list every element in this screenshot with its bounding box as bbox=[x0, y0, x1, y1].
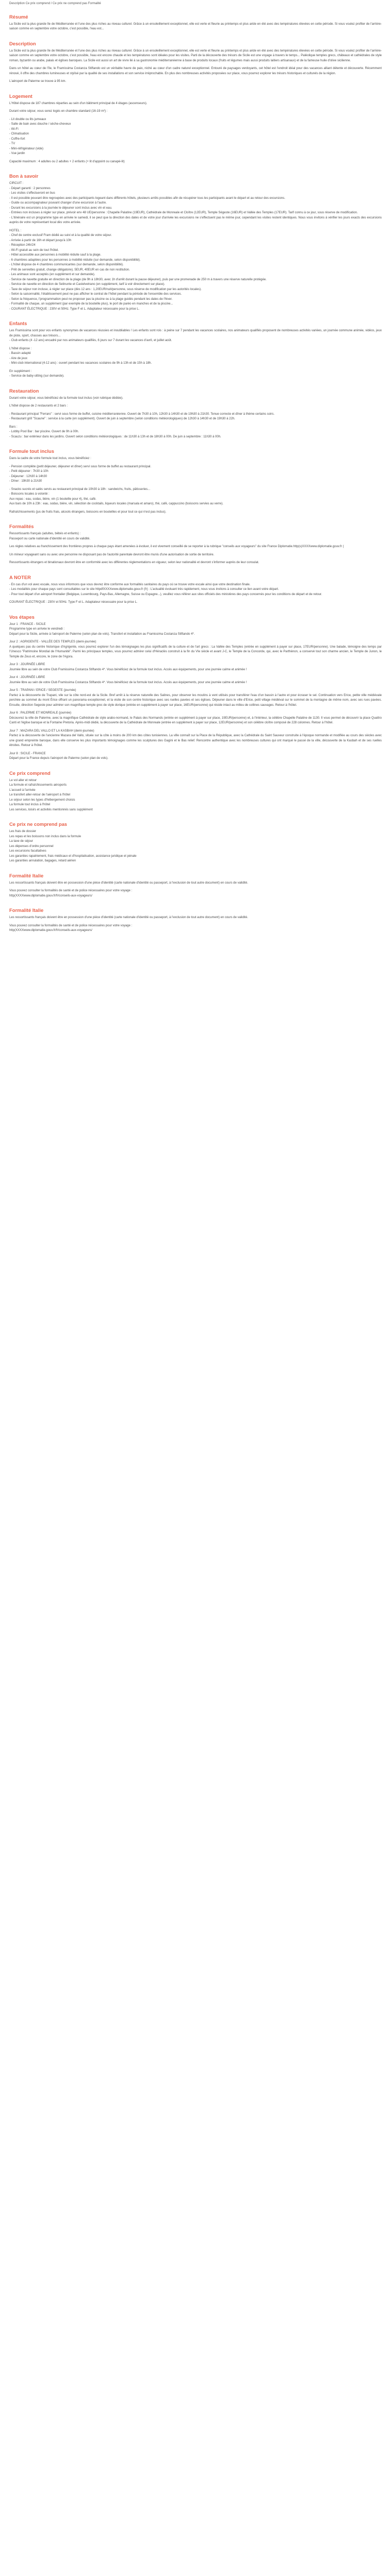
section-paragraph bbox=[9, 425, 382, 440]
text-line: L'aéroport de Palerme se trouve à 95 km. bbox=[9, 80, 67, 83]
text-line: - Coffre-fort bbox=[9, 137, 25, 141]
text-line: - Déjeuner : 12h30 à 14h30 bbox=[9, 474, 47, 478]
text-line: Les frais de dossier bbox=[9, 830, 37, 833]
text-line: Durant votre séjour, vous bénéficiez de la formule tout inclus (voir rubrique dédiée). bbox=[9, 396, 123, 400]
text-line: Partez à la découverte de Trapani, vile sur la côte nord-est de la Sicile. Bref arrêt à la réserve naturelle des Salines, pour observer les moulins à vent utilisés pour transférer l'eau d'un bassin à l'autre et pour écraser le sel. Continuation vers Erice, petite ville médiévale perchée au sommet du mont Érice offrant un panorama exceptionnel, et la visite de son centre historique avec ses ruelles pavées et ses églises. Déjeuner dans le ville d'Erice, petit village médiéval sur le sommet de la montagne de même nom, avec ses rues pavées. Ensuite, direction Segeste pour admirer son magnifique temple grec de style dorique (entrée en supplément à payer sur place, 16EUR/personne) qui réside intact au milieu de collines sauvages. Retour à l'hôtel. bbox=[9, 693, 382, 707]
text-line: - Mini-réfrigérateur (vide) bbox=[9, 147, 44, 150]
section-paragraph bbox=[9, 347, 382, 366]
text-line: Le vol aller et retour bbox=[9, 778, 37, 782]
sections-container bbox=[9, 14, 382, 934]
text-line: - Service de navette gratuite en direction de la plage (de 9h à 18h30, avec 1h d'arrêt durant la pause déjeuner), puis par une promenade de 250 m à travers une réserve naturelle protégée. bbox=[9, 278, 267, 281]
text-line: - TV bbox=[9, 142, 15, 145]
text-line: Vous pouvez consulter la formalités de santé et de police nécessaires pour votre voyage : bbox=[9, 924, 133, 927]
section-paragraph bbox=[9, 160, 382, 165]
text-line: L'Hôtel dispose de 187 chambres réparties au sein d'un bâtiment principal de 4 étages (ascenseurs). bbox=[9, 101, 148, 105]
text-line: Dans la cadre de votre formule tout inclus, vous bénéficiez : bbox=[9, 457, 91, 460]
text-line: La Sicile est la plus grande île de Méditerranée et l'une des plus riches au niveau culturel. Grâce à un ensoleillement exceptionnel, elle est verte et fleurie au printemps et plus aride en été avec des températures élevées en cette période. Si vous voulez profiter de l'arrière-saison comme en septembre votre octobre, c'est possible, l'eau est encore chaude et les températures sont idéales pour les visites. Parti de la découverte des trésors de Sicile est une voyage à travers le temps... Paléolique temples grecs, châteaux et cathédrales de style roman, byzantin ou arabe, palais et églises baroques. La Sicile est aussi un art de vivre lié à sa gastronomie méditerranéenne à base de produits locaux (fruits et légumes mais aussi produits laitiers artisanaux) et de la fameuse huile d'olive sicilienne. bbox=[9, 49, 382, 62]
text-line: - Wi-Fi bbox=[9, 127, 19, 131]
text-line: - Service de navette en direction de Selinunte et Castelvetrano (en supplément, tarif à voir directement sur place). bbox=[9, 283, 165, 286]
text-line: Jour 3 : JOURNÉE LIBRE bbox=[9, 663, 45, 666]
text-line: CIRCUIT : bbox=[9, 182, 24, 185]
text-line: - Restaurant principal "Ferraro" : servi sous forme de buffet, cuisine méditerranéenne. Ouvert de 7h30 à 10h, 12h30 à 14h30 et de 19h30 à 21h30. Tenue correcte et dîner à thème certains soirs. bbox=[9, 412, 275, 416]
text-line: - Les visites s'effectueront en bus bbox=[9, 192, 55, 195]
text-line: Un mineur voyageant sans ou avec une personne ne disposant pas de l'autorité parentale devront être munis d'une autorisation de sortie de territoire. bbox=[9, 553, 215, 556]
text-line: A quelques pas du centre historique d'Agrigente, vous pourrez explorer l'un des témoignages les plus significatifs de la culture et de l'art grecs : La Vallée des Temples (entrée en supplément à payer sur place, 17EUR/personne). Une balade, témoigne des temps par l'Unesco "Patrimoine Mondial de l'Humanité". Parmi les principaux temples, vous pourrez admirer celui d'Héraclès construit à la fin du VIe siècle et avant J-C, le Temple de la Concorde, qui, avec le Parthénon, a conservé tout son charme ancien, le Temple de Junon, le Temple de Zeus et, encore, le zone de l'Agora. bbox=[9, 645, 382, 658]
text-line: - Les animaux sont acceptés (en supplément et sur demande). bbox=[9, 273, 95, 276]
section-paragraph bbox=[9, 456, 382, 462]
section-paragraph bbox=[9, 532, 382, 541]
offer-page bbox=[0, 2, 391, 944]
section-paragraph bbox=[9, 553, 382, 558]
text-line: - Vue jardin bbox=[9, 152, 25, 155]
text-line: - Service de baby-sitting (sur demande). bbox=[9, 375, 64, 378]
section-paragraph bbox=[9, 881, 382, 886]
section-paragraph bbox=[9, 752, 382, 761]
text-line: Capacité maximum : 4 adultes ou 2 adultes + 2 enfants (+ lit d'appoint ou canapé-lit) bbox=[9, 160, 125, 163]
section-title-formalite-italie: Formalité Italie bbox=[9, 907, 44, 913]
section-title-enfants: Enfants bbox=[9, 320, 27, 326]
section-paragraph bbox=[9, 729, 382, 749]
text-line: COURANT ÉLECTRIQUE : 230V et 50Hz. Type F et L. Adaptateur nécessaire pour la prise L. bbox=[9, 601, 138, 604]
text-line: Journée libre au sein de votre Club Framissima Costanza Stiftando 4*. Vous bénéficiez de la formule tout inclus. Accès aux équipements, pour une journée calme et animée ! bbox=[9, 681, 247, 684]
text-line: Jour 5 : TRAPANI / ERICE / SEGESTE (journée) bbox=[9, 689, 76, 692]
text-line: - Wi-Fi gratuit au sein de tout l'hôtel. bbox=[9, 248, 59, 252]
text-line: - Entrées non incluses à régler sur place, prévoir env 48 UE/personne : Chapelle Palatine (19EUR), Cathédrale de Monreale et Cloître (12EUR), Temple Ségeste (16EUR) et Vallée des Temples (17EUR). Tarif connu à ce jour, sous réserve de modification. bbox=[9, 211, 358, 214]
text-line: - Hôtel accessible aux personnes à mobilité réduite sauf à la plage. bbox=[9, 253, 102, 257]
section-paragraph bbox=[9, 369, 382, 379]
text-line: Ressortissants étrangers et binationaux devront être en conformité avec les différentes réglementations en vigueur, selon leur nationalité et devront s'informer auprès de leur consulat. bbox=[9, 561, 259, 564]
text-line: - Taxe de séjour non incluse, à régler sur place (dès 12 ans : 1,20EUR/nuit/personne, sous réserve de modification par les autorités locales). bbox=[9, 287, 202, 291]
section-paragraph bbox=[9, 778, 382, 813]
text-line: Dans un hôtel au cœur de l'île, le Framissima Costanza Stiftando est un véritable havre de paix, niché au cœur d'un cadre naturel exceptionnel. Entouré de paysages verdoyants, cet hôtel est l'endroit idéal pour des vacances alliant détente et découverte. Récemment rénové, il offre des chambres lumineuses et stylisé par la qualité de ses installations et son service irréprochable. En plus des nombreuses activités proposées sur place, vous pourrez explorer les trésors historiques et culturels de la région. bbox=[9, 67, 382, 75]
text-line: Jour 1 : FRANCE - SICILE bbox=[9, 622, 46, 626]
text-line: - Club enfants (4 -12 ans) encadré par nos animateurs qualifiés, 6 jours sur 7 durant les vacances d'avril, et juillet août. bbox=[9, 339, 172, 342]
section-paragraph bbox=[9, 622, 382, 637]
section-paragraph bbox=[9, 109, 382, 114]
section-paragraph bbox=[9, 404, 382, 409]
text-line: - Salle de bain avec douche / sèche-cheveux bbox=[9, 123, 71, 126]
text-line: - Prêt de serviettes gratuit, change obligatoire). 5EUR, 40EUR en cas de non restitution. bbox=[9, 268, 130, 272]
section-title-ce-prix-comprend: Ce prix comprend bbox=[9, 770, 51, 776]
section-paragraph bbox=[9, 829, 382, 864]
text-line: Découvrez la ville de Palerme, avec la magnifique Cathédrale de style arabo-normand, le Palais des Normands (entrée en supplément à payer sur place, 19EUR/personne) et, à l'intérieur, la célèbre Chapelle Palatine de 1130. Il vous permet de découvrir la place Quattro Canti et l'église baroque et la Fontaine Pretoria. Après-midi dédié, la découverte de la Cathédrale de Monreale (entrée en supplément à payer sur place, 12EUR/personne) et son célèbre cloître composé de 228 colonnes. Retour à l'hôtel. bbox=[9, 716, 382, 724]
section-paragraph bbox=[9, 916, 382, 921]
text-line: Partez à la découverte de l'ancienne Mazara del Vallo, située sur la côte à moins de 200 km des côtes tunisiennes. La ville connaît sur la Place de la République, avec la Cathédrale du Saint Sauveur construite à l'époque normande et modifiée au cours des siècles avec une grand empreinte baroque, dans elle conserve les plus importants témoignages comme les sculptures des Gagini et le Bas relief. Rencontre authentique avec les nombreuses cultures qui ont marqué le passé de la ville, découverte de la Kasbah et de ses ruelles étroites. Retour à l'hôtel. bbox=[9, 734, 382, 747]
section-title-ce-prix-ne-comprend-pas: Ce prix ne comprend pas bbox=[9, 821, 68, 827]
section-paragraph bbox=[9, 412, 382, 422]
section-title-formalite-italie: Formalité Italie bbox=[9, 872, 44, 878]
text-line: Jour 8 : SICILE - FRANCE bbox=[9, 752, 46, 755]
section-paragraph bbox=[9, 229, 382, 312]
section-paragraph bbox=[9, 117, 382, 157]
section-title-formalites: Formalités bbox=[9, 523, 34, 529]
text-line: La formule tout inclus à l'hôtel bbox=[9, 803, 51, 806]
text-line: - Scauzu : bar extérieur dans les jardins. Ouvert selon conditions météorologiques : de 11h30 à 13h et de 18h30 à 00h. De juin à septembre : 11h30 à 00h. bbox=[9, 435, 221, 438]
text-line: - Il est possible pouvant être regroupées avec des participants logeant dans différents hôtels, plusieurs arrêts possibles afin de récupérer tous les participants avant le départ et au retour des excursions. bbox=[9, 196, 285, 200]
text-line: - Climatisation bbox=[9, 132, 29, 135]
text-line: Les Framissima sont pour vos enfants synonymes de vacances réussies et inoubliables ! Les enfants sont rois : à peine sur 7 pendant les vacances scolaires, nos animateurs qualifiés proposent de nombreuses activités variées, un journée commune animée, vidéos, jeux de piste, sport, chasses aux trésors... bbox=[9, 329, 382, 337]
section-paragraph bbox=[9, 329, 382, 344]
section-title-logement: Logement bbox=[9, 93, 32, 99]
text-line: Aux repas : eau, sodas, bière, vin (1 bouteille pour 4), thé, café. bbox=[9, 497, 96, 501]
text-line: Jour 2 : AGRIGENTE - VALLÉE DES TEMPLES (demi-journée) bbox=[9, 640, 96, 643]
section-paragraph bbox=[9, 561, 382, 566]
text-line: Le séjour selon les types d'hébergement choisis bbox=[9, 798, 75, 802]
section-paragraph bbox=[9, 66, 382, 76]
text-line: - Lit double ou lits jumeaux bbox=[9, 117, 46, 121]
text-line: - Dîner : 19h30 à 21h30 bbox=[9, 480, 42, 483]
text-line: - Selon la saisonnalité, l'établissement peut ne pas afficher le contrat de l'hôtel pendant la période de l'ensemble des services. bbox=[9, 293, 182, 296]
text-line: Jour 6 : PALERME ET MONREALE (journée) bbox=[9, 711, 72, 715]
section-title-vos-etapes: Vos étapes bbox=[9, 614, 35, 620]
text-line: Passeport ou carte nationale d'identité en cours de validité. bbox=[9, 537, 90, 540]
text-line: Les services, loisirs et activités mentionnés sans supplément bbox=[9, 808, 93, 811]
text-line: Aux bars de 10h à 23h : eau, sodas, bière, vin, sélection de cocktails, liqueurs locales (marsala et amaro), thé, café, cappuccino (boissons servies au verre). bbox=[9, 502, 223, 505]
section-title-a-noter: A NOTER bbox=[9, 574, 31, 580]
section-paragraph bbox=[9, 675, 382, 685]
text-line: Les repas et les boissons non inclus dans la formule bbox=[9, 835, 82, 838]
text-line: - L'itinéraire est un programme type en arrivée le samedi, il se peut que la direction des dates et de votre jour d'arrivée les excursions ne s'effectuent pas le même jour, cependant les visites restent identiques. Nous vous invitons à vérifier les jours exacts des excursions auprès de votre représentant local dès votre arrivée. bbox=[9, 216, 382, 224]
text-line: HOTEL : bbox=[9, 229, 22, 232]
section-paragraph bbox=[9, 396, 382, 401]
text-line: - Boissons locales à volonté : bbox=[9, 493, 50, 496]
text-line: - Lobby Pool Bar : bar piscine. Ouvert de 9h à 00h. bbox=[9, 430, 79, 433]
text-line: - Chef de centre exclusif Fram dédié au suivi et à la qualité de votre séjour. bbox=[9, 234, 112, 237]
section-paragraph bbox=[9, 711, 382, 726]
text-line: L'accueil à l'arrivée bbox=[9, 788, 36, 792]
text-line: Vous pouvez consulter la formalités de santé et de police nécessaires pour votre voyage : bbox=[9, 889, 133, 892]
text-line: - Pour tout départ d'un aéroport frontalier (Belgique, Luxembourg, Pays-Bas, Allemagne, Suisse ou Espagne...), veuillez vous référer aux sites officiels des ministères des pays concernés pour les conditions de départ et de retour. bbox=[9, 592, 322, 596]
section-title-description: Description bbox=[9, 40, 36, 46]
section-paragraph bbox=[9, 545, 382, 550]
section-paragraph bbox=[9, 583, 382, 598]
text-line: - Petit déjeuner : 7h30 à 10h bbox=[9, 470, 48, 473]
text-line: Jour 7 : MAZARA DEL VALLO ET LA KASBAH (demi-journée) bbox=[9, 729, 94, 733]
text-line: Les excursions facultatives bbox=[9, 850, 46, 853]
text-line: - 6 chambres adaptées pour les personnes à mobilité réduite (sur demande, selon disponibilité). bbox=[9, 258, 141, 262]
text-line: En supplément : bbox=[9, 369, 32, 373]
text-line: Départ pour la France depuis l'aéroport de Palerme (selon plan de vols). bbox=[9, 757, 108, 760]
text-line: Journée libre au sein de votre Club Framissima Costanza Stiftando 4*. Vous bénéficiez de la formule tout inclus. Accès aux équipements, pour une journée calme et animée ! bbox=[9, 668, 247, 671]
section-title-formule-tout-inclus: Formule tout inclus bbox=[9, 448, 54, 454]
text-line: - Formalité de chaque, un supplément (par exemple de la bouteille plus), le port de paréo en manches et de la piscine... bbox=[9, 302, 173, 306]
section-paragraph bbox=[9, 101, 382, 107]
text-line: Les ressortissants français doivent être en possession d'une pièce d'identité (carte nationale d'identité ou passeport, à l'exclusion de tout autre document) en cours de validité. bbox=[9, 881, 248, 885]
text-line: La Sicile est la plus grande île de Méditerranée et l'une des plus riches au niveau culturel. Grâce à un ensoleillement exceptionnel, elle est verte et fleurie au printemps et plus aride en été avec des températures élevées en cette période. Si vous voulez profiter de l'arrière-saison comme en septembre votre octobre, c'est possible, l'eau est... bbox=[9, 22, 382, 30]
text-line: - Bassin adapté bbox=[9, 352, 31, 355]
text-line: - Restaurant grill "Scaune" : service à la carte (en supplément). Ouvert de juin à septembre (selon conditions météorologiques) de 12h30 à 14h30 et de 19h30 à 22h. bbox=[9, 417, 235, 420]
text-line: - Réception 24h/24 bbox=[9, 244, 36, 247]
text-line: Les garanties annulation, bagages, retard aérien bbox=[9, 859, 76, 862]
section-paragraph bbox=[9, 79, 382, 84]
section-paragraph bbox=[9, 889, 382, 899]
section-paragraph bbox=[9, 510, 382, 515]
text-line: L'hôtel dispose : bbox=[9, 347, 32, 350]
text-line: Départ pour la Sicile, arrivée à l'aéroport de Palerme (selon plan de vols). Transfert et installation au Framissima Costanza Stiftando 4*. bbox=[9, 632, 195, 636]
text-line: Les règles relatives au franchissement des frontières propres à chaque pays étant amenées à évoluer, il est vivement conseillé de se reporter à la rubrique "conseils aux voyageurs" du site France Diplomatie.http(s)XXXXwww.diplomatie.gouv.fr ( bbox=[9, 545, 344, 548]
page-intro: Description Ce prix comprend / Ce prix ne comprend pas Formalité bbox=[9, 2, 101, 5]
section-title-bon-a-savoir: Bon à savoir bbox=[9, 173, 39, 179]
text-line: - Aire de jeux bbox=[9, 357, 28, 360]
text-line: - Les modalités pour chaque pays sont consultables sur le site httpdfXXXXwww.diplomatie.gouv.fr (fr) : L'actualité évoluant très rapidement, nous vous invitons à consulter ce lien avant votre départ. bbox=[9, 588, 279, 591]
text-line: Durant votre séjour, vous serez logés en chambre standard (16-19 m²) : bbox=[9, 110, 108, 113]
text-line: Le transfert aller-retour de l'aéroport à l'hôtel bbox=[9, 793, 71, 796]
text-line: Les garanties rapatriement, frais médicaux et d'hospitalisation, assistance juridique et pénale bbox=[9, 854, 137, 858]
text-line: - Mini-club international (4-12 ans) : ouvert pendant les vacances scolaires de 9h à 13h et de 15h à 18h. bbox=[9, 362, 152, 365]
text-line: - En cas d'un vol avec escale, nous vous informons que vous devrez être conforme aux formalités sanitaires du pays où se trouve votre escale ainsi que votre destination finale. bbox=[9, 583, 251, 586]
text-line: - Arrivée à partir de 16h et départ jusqu'à 10h bbox=[9, 239, 72, 242]
section-paragraph bbox=[9, 640, 382, 659]
text-line: Rafraîchissements (jus de fruits frais, alcools étrangers, boissons en bouteilles et pour tout ce qui n'est pas inclus). bbox=[9, 510, 167, 514]
text-line: - COURANT ÉLECTRIQUE : 230V et 50Hz. Type F et L. Adaptateur nécessaire pour la prise L. bbox=[9, 307, 140, 311]
text-line: Jour 4 : JOURNÉE LIBRE bbox=[9, 676, 45, 679]
text-line: Bars : bbox=[9, 425, 18, 429]
text-line: http(XXXXwww.diplomatie.gouv.fr/fr/conseils-aux-voyageurs/ bbox=[9, 894, 92, 897]
section-paragraph bbox=[9, 465, 382, 484]
text-line: La formule et rafraîchissements aéroports bbox=[9, 784, 67, 787]
text-line: La taxe de séjour bbox=[9, 840, 34, 843]
text-line: http(XXXXwww.diplomatie.gouv.fr/fr/conseils-aux-voyageurs/ bbox=[9, 929, 92, 932]
text-line: Programme type en arrivée le vendredi : bbox=[9, 628, 65, 631]
section-title-resume: Résumé bbox=[9, 13, 28, 20]
section-paragraph bbox=[9, 924, 382, 934]
section-paragraph bbox=[9, 49, 382, 64]
section-title-restauration: Restauration bbox=[9, 387, 39, 394]
text-line: L'hôtel dispose de 2 restaurants et 2 bars : bbox=[9, 404, 68, 408]
text-line: - Départ garanti : 2 personnes bbox=[9, 187, 51, 190]
section-paragraph bbox=[9, 181, 382, 226]
section-paragraph bbox=[9, 663, 382, 672]
section-paragraph bbox=[9, 487, 382, 507]
text-line: - L'hôtel dispose de 4 chambres communicantes (sur demande, selon disponibilité). bbox=[9, 263, 124, 266]
section-paragraph bbox=[9, 22, 382, 32]
section-paragraph bbox=[9, 600, 382, 605]
text-line: - Guide ou accompagnateur pouvant changer d'une excursion à l'autre. bbox=[9, 201, 107, 205]
text-line: Les ressortissants français doivent être en possession d'une pièce d'identité (carte nationale d'identité ou passeport, à l'exclusion de tout autre document) en cours de validité. bbox=[9, 916, 248, 919]
text-line: - Selon la fréquence, l'programmation peut ne proposer pas la piscine ou à la plage guidés pendant les dates de l'hiver. bbox=[9, 297, 173, 301]
text-line: Ressortissants français (adultes, bébés et enfants) : bbox=[9, 532, 81, 535]
text-line: - Pension complète (petit déjeuner, déjeuner et dîner) servi sous forme de buffet au restaurant principal. bbox=[9, 465, 152, 468]
text-line: - Snacks sucrés et salés servis au restaurant principal de 10h30 à 18h : sandwichs, fruits, pâtisseries... bbox=[9, 487, 151, 491]
text-line: - Durant les excursions à la journée le déjeuner sont inclus avec vin et eau. bbox=[9, 206, 112, 210]
text-line: Les dépenses d'ordre personnel bbox=[9, 844, 54, 848]
section-paragraph bbox=[9, 688, 382, 708]
